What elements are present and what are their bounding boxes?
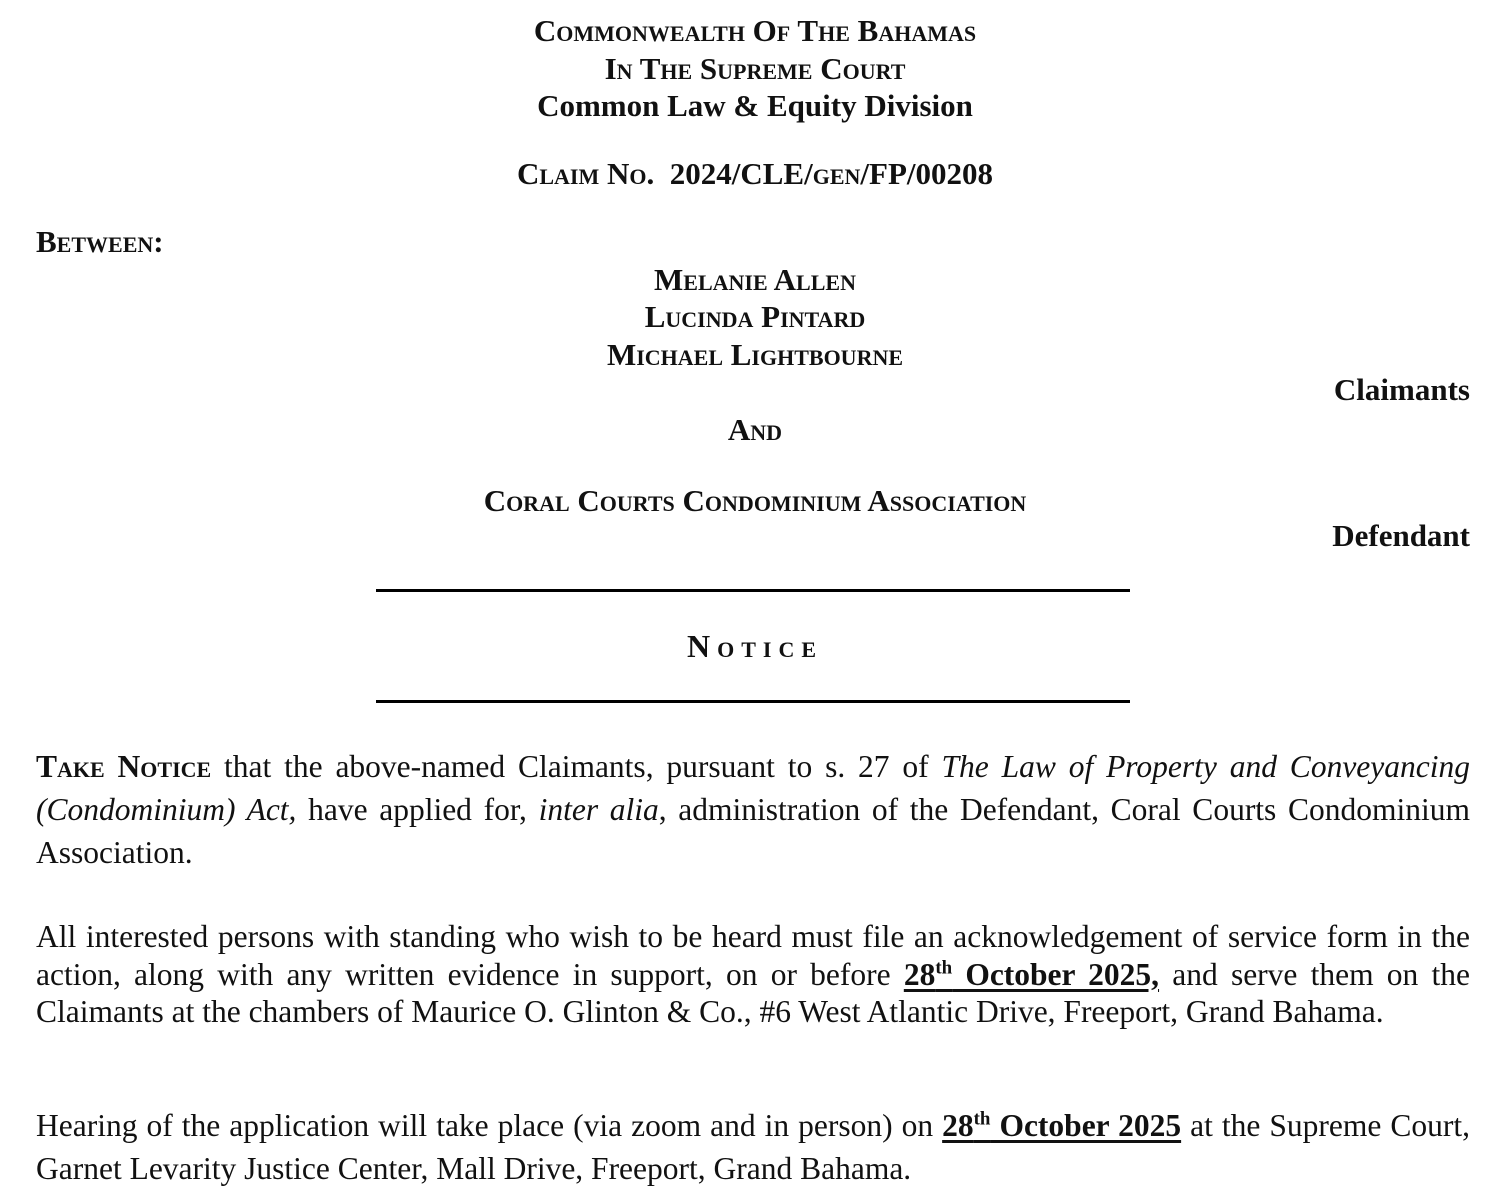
take-notice-lead: Take Notice <box>36 749 212 784</box>
p1-text-2: have applied for, <box>296 792 539 827</box>
paragraph-hearing <box>36 1104 1470 1190</box>
claim-number-part-b: gen <box>812 156 861 191</box>
defendant-label: Defendant <box>1332 518 1470 553</box>
inter-alia: inter alia <box>538 792 659 827</box>
defendant-name: Coral Courts Condominium Association <box>483 483 1027 518</box>
notice-title: Notice <box>686 628 824 664</box>
title-bottom-rule <box>376 700 1130 703</box>
hearing-date <box>942 1108 1181 1143</box>
deadline-month-year: October 2025, <box>952 956 1160 992</box>
hearing-day-suffix: th <box>973 1108 991 1130</box>
p2-text-1: All interested persons with standing who wish to be heard must file an acknowledgement of service form in the action, along with any written evidence in support, on or before <box>36 919 1470 992</box>
court-jurisdiction: Commonwealth Of The Bahamas <box>533 13 977 48</box>
claimants-label: Claimants <box>1333 372 1470 407</box>
act-title: The Law of Property and Conveyancing (Condominium) Act, <box>36 749 1470 827</box>
claimant-2: Lucinda Pintard <box>644 299 866 334</box>
court-division: Common Law & Equity Division <box>537 88 973 123</box>
hearing-month-year: October 2025 <box>990 1108 1182 1143</box>
claimant-3: Michael Lightbourne <box>606 337 904 372</box>
hearing-day: 28 <box>942 1108 974 1143</box>
deadline-day: 28 <box>903 956 936 992</box>
paragraph-acknowledgement <box>36 918 1470 1031</box>
deadline-date <box>904 957 1159 992</box>
claim-number-part-a: 2024/CLE/ <box>669 156 813 191</box>
claim-number-prefix: Claim No. <box>516 156 655 191</box>
title-top-rule <box>376 589 1130 592</box>
and-label: And <box>727 412 783 447</box>
claimant-1: Melanie Allen <box>654 262 856 297</box>
p2-text-2: and serve them on the Claimants at the chambers of Maurice O. Glinton & Co., #6 West Atlantic Drive, Freeport, Grand Bahama. <box>36 956 1470 1029</box>
deadline-day-suffix: th <box>935 957 953 978</box>
claim-number-part-c: /FP/00208 <box>860 156 994 191</box>
between-label: Between: <box>36 224 164 259</box>
p1-text-1: that the above-named Claimants, pursuant to s. 27 of <box>211 749 942 784</box>
p3-text-1: Hearing of the application will take place (via zoom and in person) on <box>36 1108 943 1143</box>
court-name: In The Supreme Court <box>604 51 906 86</box>
paragraph-take-notice <box>36 745 1470 874</box>
p3-text-2: at the Supreme Court, Garnet Levarity Justice Center, Mall Drive, Freeport, Grand Bahama. <box>36 1108 1470 1186</box>
claim-number <box>0 155 1510 193</box>
p1-text-3: , administration of the Defendant, Coral Courts Condominium Association. <box>36 792 1470 870</box>
